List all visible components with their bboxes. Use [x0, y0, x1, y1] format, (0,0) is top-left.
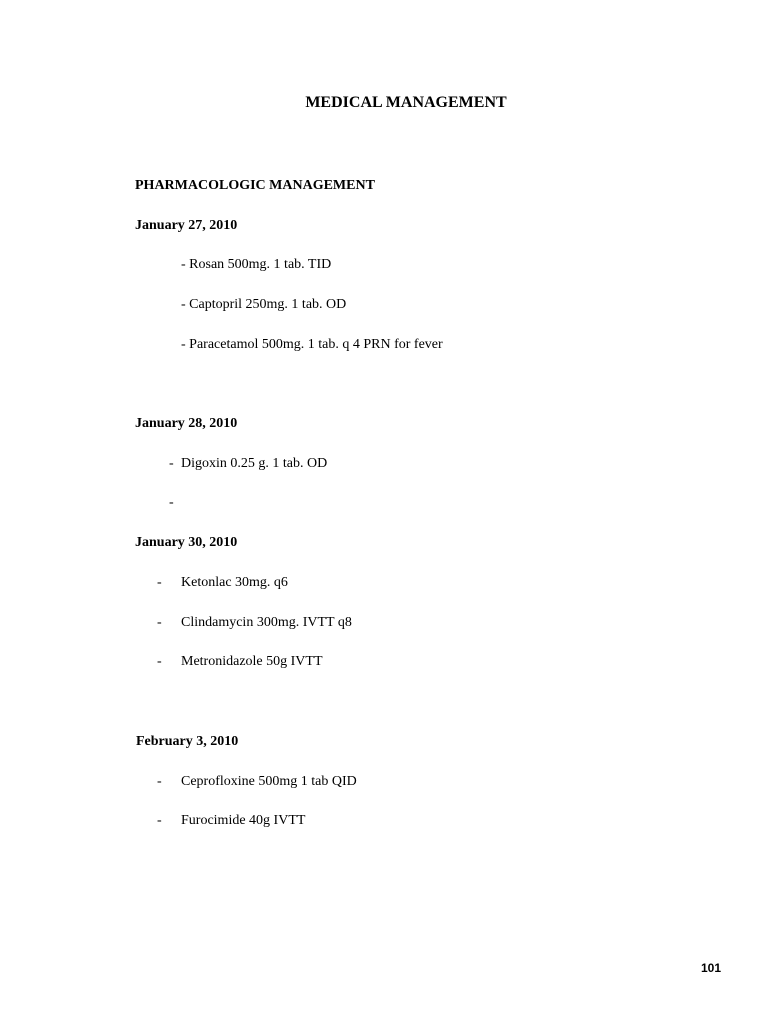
- medication-item: Metronidazole 50g IVTT: [181, 654, 323, 669]
- medication-item: Ketonlac 30mg. q6: [181, 575, 288, 590]
- list-dash: -: [157, 654, 162, 669]
- list-dash: -: [169, 495, 174, 510]
- section-heading: PHARMACOLOGIC MANAGEMENT: [135, 178, 375, 193]
- list-dash: -: [169, 456, 174, 471]
- medication-item: - Captopril 250mg. 1 tab. OD: [181, 297, 347, 312]
- entry-date: January 28, 2010: [135, 416, 238, 431]
- list-dash: -: [157, 575, 162, 590]
- list-dash: -: [157, 774, 162, 789]
- entry-date: January 27, 2010: [135, 218, 238, 233]
- entry-date: January 30, 2010: [135, 535, 238, 550]
- medication-item: Clindamycin 300mg. IVTT q8: [181, 615, 352, 630]
- medication-item: - Rosan 500mg. 1 tab. TID: [181, 257, 332, 272]
- medication-item: - Paracetamol 500mg. 1 tab. q 4 PRN for fever: [181, 337, 443, 352]
- page-title: MEDICAL MANAGEMENT: [305, 94, 507, 111]
- page-number: 101: [701, 961, 722, 975]
- medication-item: Ceprofloxine 500mg 1 tab QID: [181, 774, 357, 789]
- list-dash: -: [157, 615, 162, 630]
- list-dash: -: [157, 813, 162, 828]
- medication-item: Digoxin 0.25 g. 1 tab. OD: [181, 456, 328, 471]
- entry-date: February 3, 2010: [136, 734, 239, 749]
- medication-item: Furocimide 40g IVTT: [181, 813, 306, 828]
